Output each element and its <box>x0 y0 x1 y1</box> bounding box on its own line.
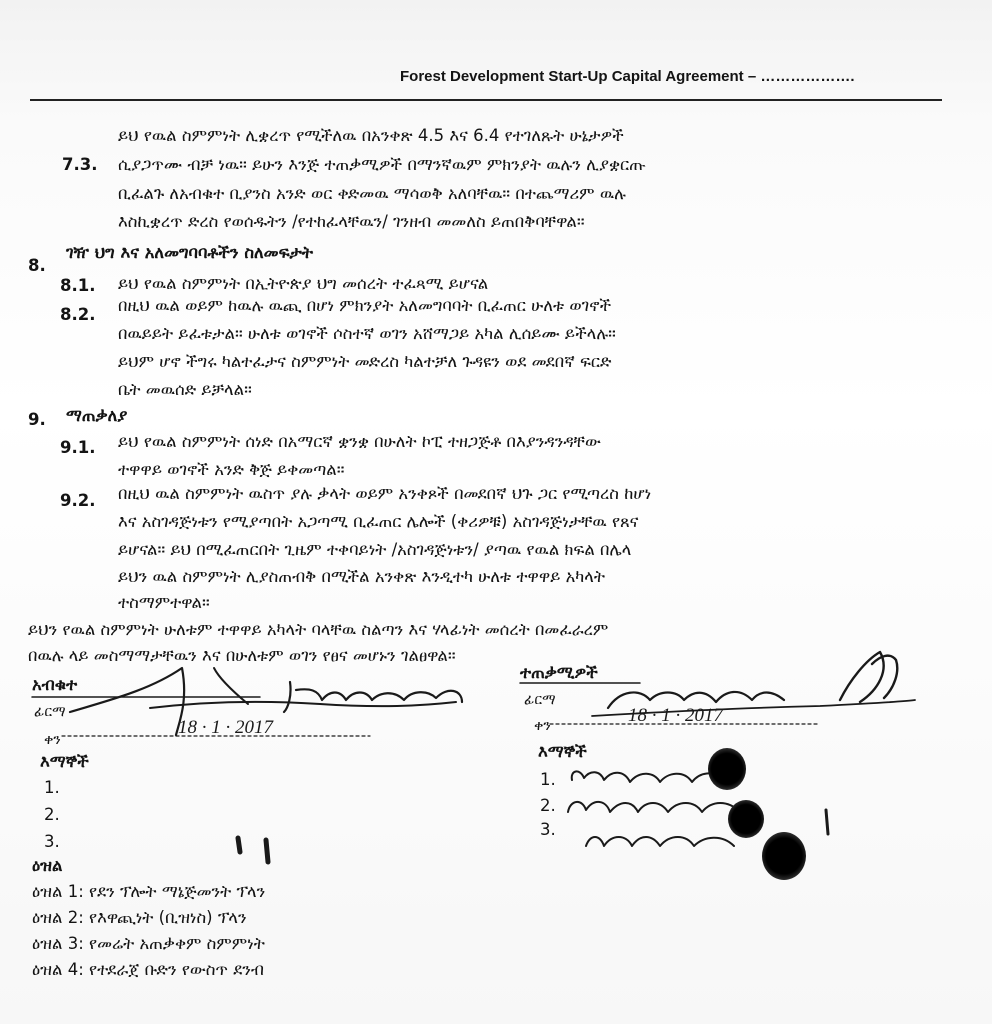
document-header: Forest Development Start-Up Capital Agreement – ………………. <box>400 68 855 85</box>
left-witness-3: 3. <box>44 832 60 851</box>
right-witness-title: እማኞች <box>538 742 587 761</box>
section-7-3-line-3: ቢፈልጉ ለአብቁተ ቢያንስ አንድ ወር ቀድመዉ ማሳወቅ አለባቸዉ። በተጨማሪም ዉሉ <box>118 184 626 203</box>
section-9-1-line-1: ይህ የዉል ስምምነት ሰነድ በአማርኛ ቋንቋ በሁለት ኮፒ ተዘጋጅቶ በእያንዳንዳቸው <box>118 432 601 451</box>
left-witness-2: 2. <box>44 805 60 824</box>
left-date-value: 18 · 1 · 2017 <box>178 717 273 738</box>
section-9-1-number: 9.1. <box>60 438 96 457</box>
section-7-3-line-2: ሲያጋጥሙ ብቻ ነዉ። ይሁን እንጅ ተጠቃሚዎች በማንኛዉም ምክንያት ዉሉን ሊያቋርጡ <box>118 155 646 174</box>
section-9-2-number: 9.2. <box>60 491 96 510</box>
section-7-3-line-1: ይህ የዉል ስምምነት ሊቋረጥ የሚችለዉ በአንቀጽ 4.5 እና 6.4 የተገለጹት ሁኔታዎች <box>118 126 624 145</box>
section-9-1-line-2: ተዋዋይ ወገኖች አንድ ቅጅ ይቀመጣል። <box>118 460 345 479</box>
annex-item-3: ዕዝል 3: የመሬት አጠቃቀም ስምምነት <box>32 934 265 953</box>
right-witness-1: 1. <box>540 770 556 789</box>
right-date-value: 18 · 1 · 2017 <box>628 705 723 726</box>
annex-title: ዕዝል <box>32 856 63 875</box>
section-8-2-line-1: በዚህ ዉል ወይም ከዉሉ ዉጪ በሆነ ምክንያት አለመግባባት ቢፈጠር ሁለቱ ወገኖች <box>118 296 612 315</box>
section-7-3-line-4: እስኪቋረጥ ድረስ የወሰዱትን /የተከፈላቸዉን/ ገንዘብ መመለስ ይጠበቅባቸዋል። <box>118 212 585 231</box>
section-9-2-line-4: ይህን ዉል ስምምነት ሊያስጠብቅ በሚችል አንቀጽ እንዲተካ ሁለቱ ተዋዋይ አካላት <box>118 567 605 586</box>
annex-item-1: ዕዝል 1: የደን ፕሎት ማኔጅመንት ፕላን <box>32 882 266 901</box>
section-8-1-line: ይህ የዉል ስምምነት በኢትዮጵያ ህግ መሰረት ተፈጻሚ ይሆናል <box>118 274 489 293</box>
section-9-2-line-5: ተስማምተዋል። <box>118 593 210 612</box>
section-9-2-line-2: እና አስገዳጅነቱን የሚያጣበት አጋጣሚ ቢፈጠር ሌሎች (ቀሪዎቹ) አስገዳጅነታቸዉ የጸና <box>118 512 639 531</box>
section-8-2-line-4: ቤት መዉሰድ ይቻላል። <box>118 380 252 399</box>
annex-item-2: ዕዝል 2: የእዋጪነት (ቢዝነስ) ፕላን <box>32 908 247 927</box>
right-witness-3: 3. <box>540 820 556 839</box>
section-9-title: ማጠቃለያ <box>66 406 128 425</box>
closing-line-1: ይህን የዉል ስምምነት ሁለቱም ተዋዋይ አካላት ባላቸዉ ስልጣን እና ሃላፊነት መሰረት በመፈራረም <box>28 620 609 639</box>
section-7-3-number: 7.3. <box>62 155 98 174</box>
left-date-label: ቀን <box>44 732 61 748</box>
left-witness-title: እማኞች <box>40 752 89 771</box>
thumbprint-2 <box>728 800 764 838</box>
thumbprint-3 <box>762 832 806 880</box>
right-witness-2: 2. <box>540 796 556 815</box>
right-date-label: ቀን <box>534 718 551 734</box>
right-party-title: ተጠቃሚዎች <box>520 663 598 682</box>
section-8-2-line-3: ይህም ሆኖ ችግሩ ካልተፈታና ስምምነት መድረስ ካልተቻለ ጉዳዩን ወደ መደበኛ ፍርድ <box>118 352 612 371</box>
section-9-2-line-1: በዚህ ዉል ስምምነት ዉስጥ ያሉ ቃላት ወይም አንቀጾች በመደበኛ ህጉ ጋር የሚጣረስ ከሆነ <box>118 484 652 503</box>
left-sign-label: ፊርማ <box>34 704 66 720</box>
thumbprint-1 <box>708 748 746 790</box>
left-party-title: አብቁተ <box>32 675 78 694</box>
left-witness-1: 1. <box>44 778 60 797</box>
right-sign-label: ፊርማ <box>524 692 556 708</box>
annex-item-4: ዕዝል 4: የተደራጀ ቡድን የውስጥ ደንብ <box>32 960 264 979</box>
closing-line-2: በዉሉ ላይ መስማማታቸዉን እና በሁለቱም ወገን የፀና መሆኑን ገልፀዋል። <box>28 646 456 665</box>
section-8-number: 8. <box>28 256 46 275</box>
section-9-2-line-3: ይሆናል። ይህ በሚፈጠርበት ጊዜም ተቀባይነት /አስገዳጅነቱን/ ያጣዉ የዉል ክፍል በሌላ <box>118 540 632 559</box>
section-8-2-number: 8.2. <box>60 305 96 324</box>
section-8-title: ገዥ ህግ እና አለመግባባቶችን ስለመፍታት <box>66 243 313 262</box>
section-9-number: 9. <box>28 410 46 429</box>
section-8-1-number: 8.1. <box>60 276 96 295</box>
section-8-2-line-2: በዉይይት ይፈቱታል። ሁለቱ ወገኖች ሶስተኛ ወገን አሸማጋይ አካል ሊሰይሙ ይችላሉ። <box>118 324 616 343</box>
